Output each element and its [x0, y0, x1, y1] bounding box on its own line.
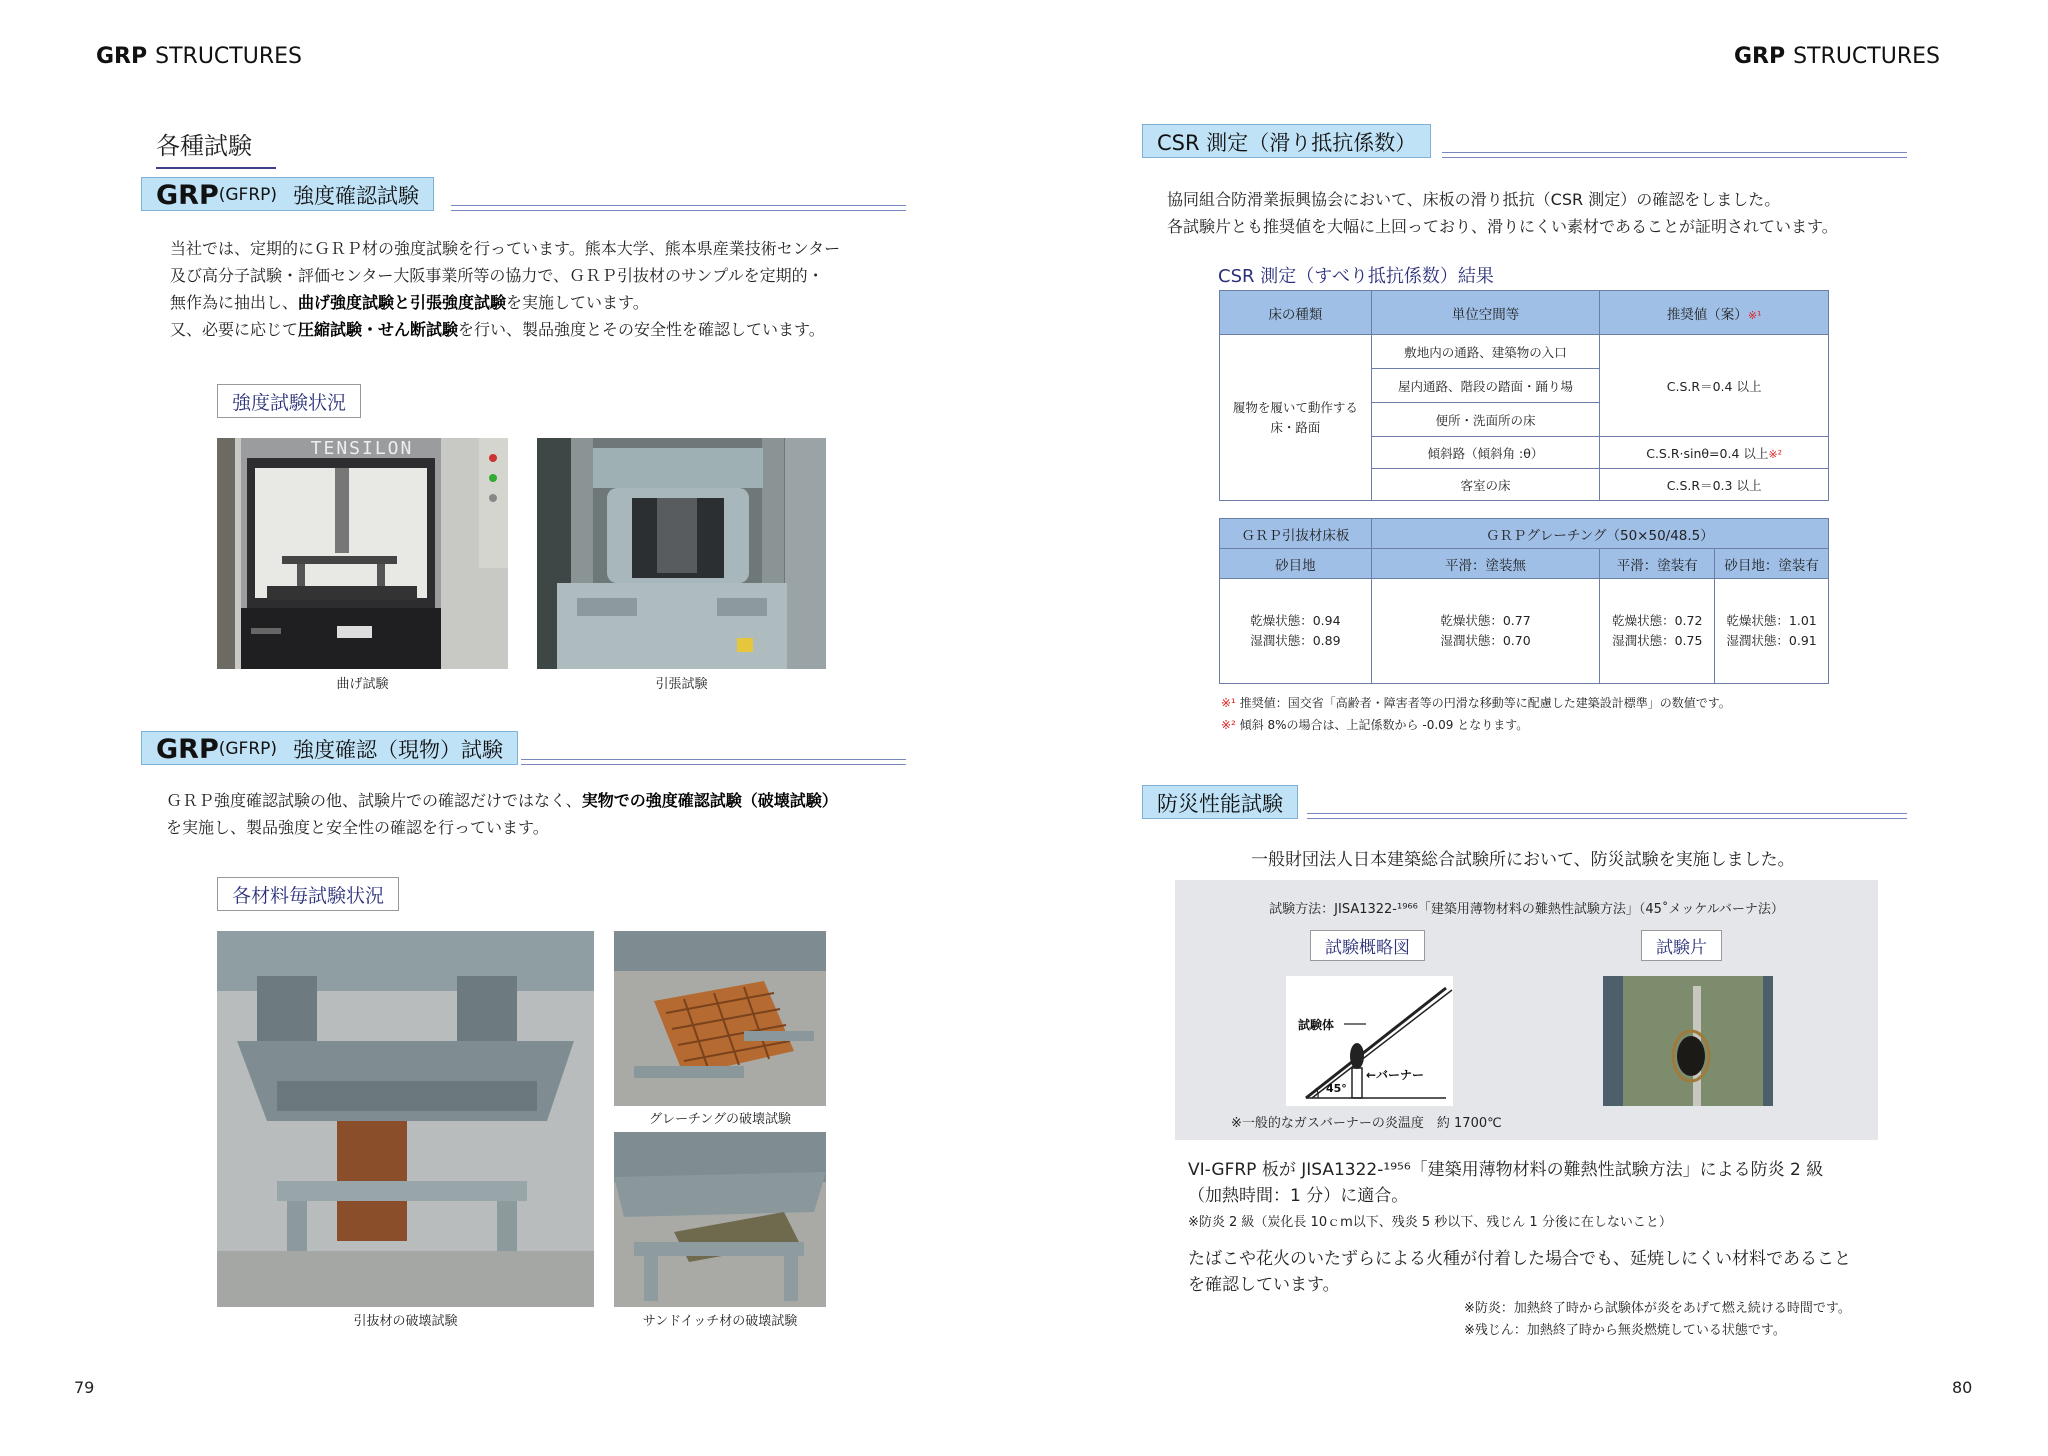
header-text: 推奨値（案） [1666, 306, 1748, 323]
table-header-cell: 平滑：塗装有 [1600, 549, 1715, 579]
caption-pultruded: 引抜材の破壊試験 [353, 1314, 458, 1329]
subbox-strength-status: 強度試験状況 [217, 384, 361, 418]
table-cell: 敷地内の通路、建築物の入口 [1371, 335, 1600, 369]
fire-test-method: 試験方法：JISA1322-¹⁹⁶⁶「建築用薄物材料の難熱性試験方法」（45˚メッケルバーナ法） [1269, 902, 1784, 917]
actual-test-paragraph [166, 787, 916, 841]
csr-paragraph [1167, 186, 1907, 240]
floor-type-cell [1220, 335, 1372, 501]
section-tab [1142, 124, 1431, 158]
caption-sandwich: サンドイッチ材の破壊試験 [642, 1314, 798, 1329]
cell-line: 乾燥状態：0.72 [1612, 613, 1703, 628]
footnote-mark: ※² [1768, 447, 1783, 461]
photo-bending-test [217, 438, 508, 669]
csr-result-title: CSR 測定（すべり抵抗係数）結果 [1218, 266, 1494, 287]
table-cell: 客室の床 [1371, 469, 1600, 501]
grp-label: GRP [156, 733, 219, 765]
footnote-mark: ※¹ [1221, 696, 1236, 710]
table-cell: 傾斜路（傾斜角 :θ） [1371, 437, 1600, 469]
section-title: CSR 測定（滑り抵抗係数） [1157, 131, 1417, 155]
diagram-burner-label: ←バーナー [1366, 1068, 1425, 1082]
photo-tensile-test [537, 438, 826, 669]
section-header-actual-test [141, 731, 906, 765]
cell-line: 床・路面 [1270, 419, 1321, 435]
section-title: 強度確認試験 [293, 184, 420, 208]
cell-line: 湿潤状態：0.91 [1726, 633, 1817, 648]
csr-footnotes [1221, 692, 1861, 736]
photo-sandwich-destructive-test [614, 1132, 826, 1307]
table-cell [1715, 579, 1829, 684]
fire-test-diagram [1286, 976, 1453, 1106]
bending-test-image [217, 438, 508, 669]
brand-header-left [96, 44, 302, 69]
section-rule [1442, 152, 1907, 158]
fire-result-note: ※防炎 2 級（炭化長 10ｃm以下、残炎 5 秒以下、残じん 1 分後に在しないこと） [1188, 1215, 1672, 1230]
cell-line: 湿潤状態：0.70 [1440, 633, 1531, 648]
footnote-line [1221, 692, 1861, 714]
table-header-cell: 砂目地：塗装有 [1715, 549, 1829, 579]
definition-line: ※防炎：加熱終了時から試験体が炎をあげて燃え続ける時間です。 [1464, 1301, 1851, 1316]
main-heading: 各種試験 [156, 126, 276, 169]
caption-bending: 曲げ試験 [336, 677, 389, 692]
tensilon-label: TENSILON [310, 438, 414, 459]
paragraph-line: 各試験片とも推奨値を大幅に上回っており、滑りにくい素材であることが証明されています。 [1167, 217, 1838, 236]
section-title: 強度確認（現物）試験 [293, 738, 504, 762]
text-run: 又、必要に応じて [170, 320, 299, 339]
paragraph-line [170, 289, 910, 316]
table-header-cell [1600, 291, 1829, 335]
section-rule [451, 205, 906, 211]
footnote-text: 傾斜 8%の場合は、上記係数から -0.09 となります。 [1239, 718, 1529, 732]
cell-line: 湿潤状態：0.89 [1250, 633, 1341, 648]
diagram-specimen-label: 試験体 [1298, 1018, 1335, 1032]
table-cell [1220, 579, 1372, 684]
gfrp-label: (GFRP) [218, 185, 278, 205]
table-cell [1371, 579, 1600, 684]
photo-grating-destructive-test [614, 931, 826, 1106]
sandwich-test-image [614, 1132, 826, 1307]
footnote-line [1221, 714, 1861, 736]
summary-line: を確認しています。 [1188, 1275, 1340, 1295]
paragraph-line [166, 787, 916, 814]
text-run: 無作為に抽出し、 [170, 293, 299, 312]
table-header-cell: 床の種類 [1220, 291, 1372, 335]
flame-temperature-note: ※一般的なガスバーナーの炎温度 約 1700℃ [1231, 1116, 1502, 1131]
cell-line: 乾燥状態：0.77 [1440, 613, 1531, 628]
bold-run: 圧縮試験・せん断試験 [298, 320, 459, 339]
table-header-cell: 単位空間等 [1371, 291, 1600, 335]
caption-tensile: 引張試験 [655, 677, 708, 692]
photo-pultruded-destructive-test [217, 931, 594, 1307]
paragraph-line: 及び高分子試験・評価センター大阪事業所等の協力で、ＧＲＰ引抜材のサンプルを定期的・ [170, 266, 824, 285]
cell-line: 乾燥状態：0.94 [1250, 613, 1341, 628]
section-tab [1142, 785, 1298, 819]
paragraph-line [170, 316, 910, 343]
paragraph-line: 協同組合防滑業振興協会において、床板の滑り抵抗（CSR 測定）の確認をしました。 [1167, 190, 1781, 209]
tensile-test-image [537, 438, 826, 669]
footnote-text: 推奨値：国交省「高齢者・障害者等の円滑な移動等に配慮した建築設計標準」の数値です。 [1239, 696, 1731, 710]
result-line: （加熱時間：1 分）に適合。 [1188, 1186, 1409, 1206]
paragraph-line: 当社では、定期的にＧＲＰ材の強度試験を行っています。熊本大学、熊本県産業技術センター [170, 239, 841, 258]
section-header-csr [1142, 124, 1907, 158]
diagram-drawing [1286, 976, 1453, 1106]
cell-line: 湿潤状態：0.75 [1612, 633, 1703, 648]
table-cell: 便所・洗面所の床 [1371, 403, 1600, 437]
table-header-cell: ＧＲＰグレーチング（50×50/48.5） [1371, 519, 1828, 549]
grp-label: GRP [156, 179, 219, 211]
footnote-mark: ※¹ [1747, 308, 1762, 322]
table-cell [1600, 437, 1829, 469]
gfrp-label: (GFRP) [218, 739, 278, 759]
table-header-row [1220, 519, 1829, 549]
grating-test-image [614, 931, 826, 1106]
section-title: 防災性能試験 [1157, 792, 1283, 816]
strength-test-paragraph [170, 235, 910, 343]
box-test-piece: 試験片 [1641, 930, 1722, 961]
brand-bold: GRP [96, 44, 148, 69]
table-cell: C.S.R＝0.3 以上 [1600, 469, 1829, 501]
paragraph-line: を実施し、製品強度と安全性の確認を行っています。 [166, 818, 549, 837]
csr-recommended-table [1219, 290, 1829, 501]
page-number-right: 80 [1952, 1378, 1973, 1397]
csr-measured-table [1219, 518, 1829, 684]
footnote-mark: ※² [1221, 718, 1236, 732]
test-piece-image [1603, 976, 1773, 1106]
caption-grating: グレーチングの破壊試験 [648, 1112, 792, 1127]
table-cell: C.S.R＝0.4 以上 [1600, 335, 1829, 437]
box-test-diagram: 試験概略図 [1310, 930, 1425, 961]
fire-result [1188, 1157, 1888, 1209]
summary-line: たばこや花火のいたずらによる火種が付着した場合でも、延焼しにくい材料であること [1188, 1249, 1851, 1269]
table-header-row [1220, 291, 1829, 335]
table-header-cell: ＧＲＰ引抜材床板 [1220, 519, 1372, 549]
brand-rest: STRUCTURES [1793, 44, 1940, 69]
cell-line: 履物を履いて動作する [1232, 399, 1358, 415]
bold-run: 曲げ強度試験と引張強度試験 [298, 293, 507, 312]
section-rule [1307, 813, 1907, 819]
section-tab [141, 731, 518, 765]
fire-intro: 一般財団法人日本建築総合試験所において、防災試験を実施しました。 [1251, 850, 1795, 870]
section-tab [141, 177, 434, 211]
section-header-strength-test [141, 177, 906, 211]
fire-definitions [1464, 1298, 1851, 1342]
text-run: ＧＲＰ強度確認試験の他、試験片での確認だけではなく、 [166, 791, 582, 810]
section-header-fire [1142, 785, 1907, 819]
table-header-cell: 平滑：塗装無 [1371, 549, 1600, 579]
bold-run: 実物での強度確認試験（破壊試験） [581, 791, 838, 810]
brand-bold: GRP [1734, 44, 1786, 69]
brand-header-right [1734, 44, 1940, 69]
table-row [1220, 335, 1829, 369]
photo-test-piece [1603, 976, 1773, 1106]
table-cell [1600, 579, 1715, 684]
table-row [1220, 579, 1829, 684]
subbox-material-status: 各材料毎試験状況 [217, 877, 399, 911]
definition-line: ※残じん：加熱終了時から無炎燃焼している状態です。 [1464, 1323, 1786, 1338]
text-run: を行い、製品強度とその安全性を確認しています。 [458, 320, 825, 339]
cell-text: C.S.R·sinθ=0.4 以上 [1646, 445, 1769, 461]
table-subheader-row [1220, 549, 1829, 579]
table-header-cell: 砂目地 [1220, 549, 1372, 579]
brand-rest: STRUCTURES [155, 44, 302, 69]
cell-line: 乾燥状態：1.01 [1726, 613, 1817, 628]
result-line: VI-GFRP 板が JISA1322-¹⁹⁵⁶「建築用薄物材料の難熱性試験方法」による防炎 2 級 [1188, 1160, 1824, 1180]
diagram-angle-label: 45° [1326, 1082, 1347, 1095]
table-cell: 屋内通路、階段の踏面・踊り場 [1371, 369, 1600, 403]
pultruded-test-image [217, 931, 594, 1307]
fire-summary [1188, 1246, 1888, 1298]
page-number-left: 79 [74, 1378, 95, 1397]
text-run: を実施しています。 [506, 293, 649, 312]
section-rule [521, 759, 906, 765]
